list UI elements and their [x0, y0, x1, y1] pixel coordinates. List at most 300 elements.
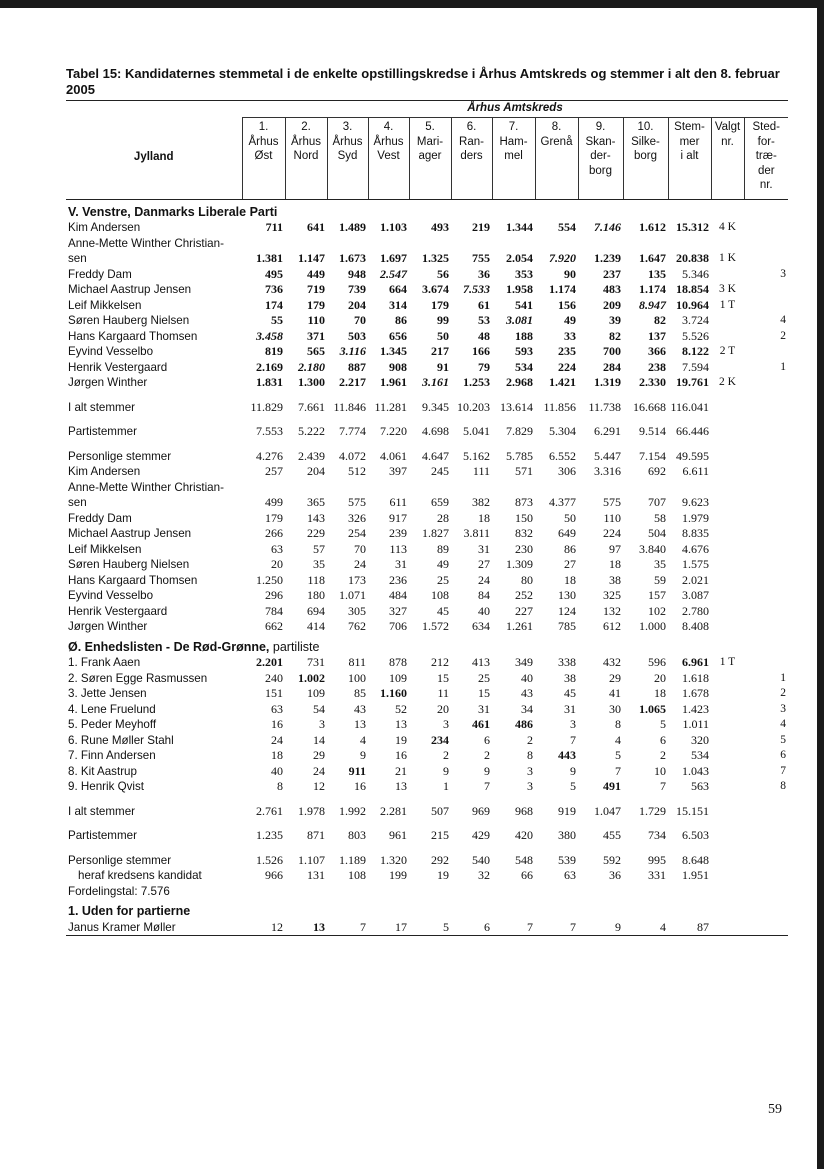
table-cell: 878	[389, 655, 407, 669]
page-number: 59	[768, 1102, 782, 1117]
stedfortraeder-cell	[744, 495, 788, 511]
table-cell: 16	[271, 717, 283, 731]
table-cell: 1.071	[339, 588, 366, 602]
table-cell: 43	[521, 686, 533, 700]
table-cell: 18	[478, 510, 490, 525]
table-cell: 18	[564, 572, 576, 587]
valgt-cell: 3 K	[719, 283, 736, 295]
valgt-cell	[711, 920, 744, 936]
valgt-cell	[711, 588, 744, 604]
table-row	[66, 329, 788, 345]
table-cell: 9	[360, 748, 366, 762]
table-cell: 380	[558, 828, 576, 842]
table-cell: 11.856	[543, 399, 576, 414]
column-header	[668, 118, 711, 200]
stedfortraeder-cell: 4	[780, 718, 786, 730]
table-cell: 919	[558, 803, 576, 818]
table-cell: 9	[484, 763, 490, 778]
row-label: I alt stemmer	[68, 400, 135, 414]
table-cell: 7	[570, 732, 576, 747]
table-cell: 13	[285, 920, 327, 936]
stedfortraeder-cell	[744, 619, 788, 635]
table-cell: 397	[389, 464, 407, 478]
stedfortraeder-cell: 3	[780, 267, 786, 280]
table-cell: 9	[443, 763, 449, 778]
table-cell: 236	[389, 572, 407, 587]
stedfortraeder-cell	[744, 655, 788, 671]
column-header-line: Syd	[337, 150, 358, 162]
table-cell: 5	[660, 717, 666, 731]
stedfortraeder-cell: 2	[780, 687, 786, 699]
table-row	[66, 220, 788, 236]
table-cell: 99	[437, 313, 449, 327]
valgt-cell	[711, 828, 744, 844]
table-cell: 3.458	[256, 328, 283, 343]
table-cell: 6	[451, 920, 492, 936]
table-cell: 87	[668, 920, 711, 936]
table-cell: 40	[478, 603, 490, 618]
section-uden-for-partierne	[66, 899, 788, 920]
column-header-line: Århus	[332, 135, 363, 148]
column-header-line: Grenå	[540, 135, 573, 148]
table-cell: 63	[564, 868, 576, 882]
table-cell: 694	[307, 603, 325, 618]
table-cell: 331	[648, 868, 666, 882]
table-cell: 53	[478, 313, 490, 327]
table-cell: 5.447	[594, 448, 621, 463]
row-label: Jørgen Winther	[68, 376, 148, 389]
table-cell: 50	[437, 328, 449, 343]
table-cell: 102	[648, 603, 666, 618]
table-cell: 327	[389, 603, 407, 618]
valgt-cell	[711, 495, 744, 511]
column-header	[492, 118, 535, 200]
table-cell: 1.065	[639, 701, 666, 716]
table-cell: 5.222	[298, 424, 325, 438]
table-row	[66, 733, 788, 749]
table-cell: 9.514	[639, 424, 666, 438]
table-cell: 2.217	[339, 375, 366, 389]
table-cell: 7.920	[549, 251, 576, 265]
table-cell: 461	[472, 717, 490, 731]
table-cell: 6	[484, 732, 490, 747]
valgt-cell	[711, 400, 744, 416]
spacer-row	[66, 391, 788, 400]
column-header-line: 6.	[466, 121, 477, 133]
table-cell: 3	[527, 779, 533, 793]
row-label: heraf kredsens kandidat	[78, 869, 202, 882]
table-cell: 1.160	[380, 686, 407, 700]
table-cell: 1.979	[682, 510, 709, 525]
table-row	[66, 884, 788, 900]
table-cell: 97	[609, 541, 621, 556]
table-cell: 179	[431, 297, 449, 312]
valgt-cell	[711, 686, 744, 702]
table-cell: 966	[265, 868, 283, 882]
stedfortraeder-cell	[744, 298, 788, 314]
table-cell: 137	[648, 328, 666, 343]
table-cell: 3.081	[506, 313, 533, 327]
spacer-row	[66, 440, 788, 449]
section-row	[66, 199, 788, 220]
table-cell: 338	[558, 655, 576, 669]
table-cell: 1.647	[639, 251, 666, 265]
table-cell: 413	[472, 655, 490, 669]
table-cell: 5	[615, 748, 621, 762]
table-cell: 4	[615, 732, 621, 747]
table-cell: 38	[564, 670, 576, 685]
table-cell: 19	[437, 868, 449, 882]
table-cell: 911	[348, 763, 366, 778]
table-cell: 30	[609, 701, 621, 716]
table-cell: 8.408	[682, 619, 709, 633]
table-cell: 739	[348, 282, 366, 296]
table-cell: 493	[431, 220, 449, 234]
table-cell: 3.724	[682, 313, 709, 327]
table-cell: 16.668	[633, 399, 666, 414]
table-cell: 86	[395, 313, 407, 327]
row-label-continued: Anne-Mette Winther Christian-	[68, 480, 224, 494]
valgt-cell	[711, 717, 744, 733]
spacer	[66, 795, 788, 804]
column-header-line: Stem-	[674, 121, 705, 133]
table-cell: 245	[431, 464, 449, 478]
table-cell: 1.103	[380, 220, 407, 234]
table-cell: 499	[265, 495, 283, 509]
table-row	[66, 702, 788, 718]
table-cell: 968	[515, 803, 533, 818]
table-cell: 38	[609, 572, 621, 587]
table-cell: 2.439	[298, 448, 325, 463]
row-label-continued: Anne-Mette Winther Christian-	[68, 236, 224, 250]
table-cell: 495	[265, 266, 283, 281]
row-label: Leif Mikkelsen	[68, 542, 142, 556]
table-row	[66, 511, 788, 527]
table-cell: 819	[265, 344, 283, 358]
table-cell: 11.846	[333, 399, 366, 414]
row-label: 3. Jette Jensen	[68, 687, 147, 700]
column-header-line: 3.	[342, 121, 353, 133]
table-cell: 89	[437, 541, 449, 556]
table-cell: 7	[327, 920, 368, 936]
valgt-cell: 4 K	[719, 221, 736, 233]
table-cell: 706	[389, 619, 407, 633]
table-cell: 9.623	[682, 495, 709, 509]
table-cell: 11.829	[250, 399, 283, 414]
table-cell: 1.423	[682, 701, 709, 716]
table-cell: 4.061	[380, 448, 407, 463]
valgt-cell	[711, 449, 744, 465]
table-cell: 52	[395, 701, 407, 716]
table-cell: 2.021	[682, 572, 709, 587]
table-row	[66, 853, 788, 869]
section-title-suffix: partiliste	[272, 639, 320, 654]
table-cell: 13	[354, 717, 366, 731]
table-cell: 8	[277, 779, 283, 793]
row-label: sen	[68, 252, 87, 265]
table-cell: 179	[307, 297, 325, 312]
stedfortraeder-cell: 6	[780, 749, 786, 761]
table-cell: 2.201	[256, 655, 283, 669]
table-cell: 34	[521, 701, 533, 716]
column-header-line: i alt	[680, 150, 699, 162]
table-cell: 39	[609, 313, 621, 327]
stedfortraeder-cell	[744, 449, 788, 465]
table-cell: 50	[564, 510, 576, 525]
table-cell: 4.698	[422, 424, 449, 438]
table-cell: 2	[443, 748, 449, 762]
table-cell: 483	[603, 282, 621, 296]
table-row	[66, 298, 788, 314]
table-cell: 292	[431, 852, 449, 867]
table-cell: 593	[515, 344, 533, 358]
table-cell: 234	[431, 732, 449, 747]
table-cell: 3	[570, 717, 576, 731]
column-header	[535, 118, 578, 200]
table-cell: 649	[558, 526, 576, 540]
spacer-row	[66, 819, 788, 828]
table-cell: 100	[348, 670, 366, 685]
table-cell: 7.154	[639, 448, 666, 463]
table-cell: 41	[609, 686, 621, 700]
table-cell: 31	[478, 541, 490, 556]
valgt-cell	[711, 748, 744, 764]
row-label: 8. Kit Aastrup	[68, 764, 137, 778]
table-cell: 641	[307, 220, 325, 234]
table-cell: 432	[603, 655, 621, 669]
section-title: Ø. Enhedslisten - De Rød-Grønne,	[68, 639, 270, 654]
header-blank	[66, 101, 242, 118]
table-cell: 110	[603, 510, 621, 525]
valgt-cell	[711, 573, 744, 589]
table-cell: 131	[307, 868, 325, 882]
table-cell: 1.951	[682, 868, 709, 882]
column-header-line: Skan-	[585, 135, 616, 148]
table-row	[66, 804, 788, 820]
column-header-line: ager	[418, 150, 442, 162]
table-cell: 66	[521, 868, 533, 882]
table-cell: 4.676	[682, 541, 709, 556]
stedfortraeder-cell	[744, 804, 788, 820]
table-cell: 179	[265, 510, 283, 525]
table-cell: 755	[472, 251, 490, 265]
table-cell: 31	[478, 701, 490, 716]
table-cell: 371	[307, 328, 325, 343]
table-header	[66, 101, 788, 200]
table-cell: 15	[478, 686, 490, 700]
spacer	[66, 440, 788, 449]
table-cell: 507	[431, 803, 449, 818]
table-cell: 571	[515, 464, 533, 478]
table-cell: 611	[389, 495, 407, 509]
header-row-group	[66, 101, 788, 118]
table-cell: 592	[603, 852, 621, 867]
table-cell: 692	[648, 464, 666, 478]
table-cell: 1.325	[422, 251, 449, 265]
table-cell: 150	[515, 510, 533, 525]
stedfortraeder-cell: 5	[780, 733, 786, 746]
table-cell: 1.000	[639, 619, 666, 633]
table-row	[66, 619, 788, 635]
table-cell: 541	[515, 297, 533, 312]
column-header-line: nr.	[721, 135, 734, 148]
valgt-cell	[711, 619, 744, 635]
table-cell: 305	[348, 603, 366, 618]
table-row	[66, 717, 788, 733]
stedfortraeder-cell	[744, 853, 788, 869]
table-row	[66, 542, 788, 558]
stedfortraeder-cell	[744, 588, 788, 604]
table-cell: 113	[389, 541, 407, 556]
table-cell: 90	[564, 266, 576, 281]
table-cell: 224	[558, 359, 576, 374]
header-row-columns	[66, 118, 788, 200]
table-cell: 5.041	[463, 424, 490, 438]
table-cell: 49	[564, 313, 576, 327]
table-cell: 486	[515, 717, 533, 731]
table-cell: 82	[654, 313, 666, 327]
column-header-line: borg	[588, 164, 613, 177]
table-cell: 736	[265, 282, 283, 296]
stedfortraeder-cell: 8	[780, 780, 786, 792]
table-cell: 1.147	[298, 251, 325, 265]
table-cell: 1.827	[422, 526, 449, 540]
table-cell: 18.854	[676, 282, 709, 296]
table-cell: 217	[431, 344, 449, 358]
table-cell: 110	[307, 313, 325, 327]
table-cell: 135	[648, 266, 666, 281]
table-body	[66, 199, 788, 936]
table-cell: 55	[271, 313, 283, 327]
table-cell: 1.729	[639, 803, 666, 818]
row-label: Eyvind Vesselbo	[68, 589, 154, 602]
table-cell: 12	[313, 779, 325, 793]
table-cell: 11.281	[374, 399, 407, 414]
table-cell: 554	[558, 220, 576, 234]
table-cell: 240	[265, 670, 283, 685]
table-cell: 1.047	[594, 803, 621, 818]
column-header-line: Mari-	[416, 135, 444, 148]
table-cell: 224	[603, 526, 621, 540]
table-cell: 1.107	[298, 852, 325, 867]
spacer-row	[66, 844, 788, 853]
stedfortraeder-cell	[744, 604, 788, 620]
row-label: Søren Hauberg Nielsen	[68, 314, 190, 327]
table-cell: 429	[472, 828, 490, 842]
table-row	[66, 557, 788, 573]
column-header	[285, 118, 327, 200]
table-row	[66, 267, 788, 283]
table-cell: 20.838	[676, 251, 709, 265]
table-cell: 209	[603, 297, 621, 312]
section-title: 1. Uden for partierne	[68, 904, 191, 918]
table-cell: 151	[265, 686, 283, 700]
table-cell: 8	[615, 717, 621, 731]
table-cell: 84	[478, 588, 490, 602]
fordelingstal: Fordelingstal: 7.576	[68, 884, 170, 898]
table-cell: 484	[389, 588, 407, 602]
table-cell: 3.161	[422, 375, 449, 389]
table-cell: 20	[437, 701, 449, 716]
table-cell: 1.978	[298, 803, 325, 818]
column-header-line: Øst	[254, 150, 273, 162]
table-cell: 25	[478, 670, 490, 685]
table-cell: 596	[648, 655, 666, 669]
table-cell: 54	[313, 701, 325, 716]
section-venstre	[66, 199, 788, 220]
column-header-line: mel	[504, 150, 523, 162]
table-row	[66, 588, 788, 604]
table-cell: 1.345	[380, 344, 407, 358]
stedfortraeder-cell	[744, 526, 788, 542]
table-cell: 215	[431, 828, 449, 842]
row-label: I alt stemmer	[68, 804, 135, 818]
table-cell: 659	[431, 495, 449, 509]
table-cell: 124	[558, 603, 576, 618]
table-cell: 6.611	[682, 464, 709, 478]
valgt-cell: 1 T	[719, 298, 736, 311]
table-cell: 108	[431, 588, 449, 602]
stedfortraeder-cell	[744, 400, 788, 416]
table-cell: 365	[307, 495, 325, 509]
column-header	[368, 118, 409, 200]
stedfortraeder-cell: 2	[780, 329, 786, 342]
table-cell: 512	[348, 464, 366, 478]
table-row	[66, 236, 788, 252]
table-cell: 1.174	[639, 282, 666, 296]
table-cell: 612	[603, 619, 621, 633]
table-cell: 16	[354, 779, 366, 793]
column-header-line: 4.	[383, 121, 394, 133]
table-cell: 7	[492, 920, 535, 936]
table-cell: 6.961	[682, 655, 709, 669]
table-row	[66, 375, 788, 391]
table-cell: 711	[265, 220, 283, 234]
table-cell: 1.319	[594, 375, 621, 389]
row-label: Partistemmer	[68, 829, 137, 842]
table-cell: 227	[515, 603, 533, 618]
table-cell: 59	[654, 572, 666, 587]
table-cell: 534	[515, 359, 533, 374]
table-cell: 917	[389, 510, 407, 525]
table-cell: 156	[558, 297, 576, 312]
table-cell: 56	[437, 266, 449, 281]
stedfortraeder-cell	[744, 542, 788, 558]
table-cell: 785	[558, 619, 576, 633]
table-cell: 257	[265, 464, 283, 478]
table-cell: 58	[654, 510, 666, 525]
table-cell: 70	[354, 541, 366, 556]
document-page	[66, 66, 788, 936]
table-cell: 1.300	[298, 375, 325, 389]
table-cell: 6.291	[594, 424, 621, 438]
spacer	[66, 844, 788, 853]
table-cell: 31	[395, 557, 407, 571]
table-cell: 887	[348, 359, 366, 374]
row-label: 7. Finn Andersen	[68, 749, 156, 762]
table-cell: 63	[271, 701, 283, 716]
table-cell: 784	[265, 603, 283, 618]
table-cell: 111	[472, 464, 490, 478]
table-cell: 326	[348, 510, 366, 525]
table-cell: 1.344	[506, 220, 533, 234]
table-cell: 5	[570, 779, 576, 793]
valgt-cell	[711, 360, 744, 376]
valgt-cell	[711, 853, 744, 869]
table-cell: 314	[389, 297, 407, 312]
table-cell: 540	[472, 852, 490, 867]
table-cell: 25	[437, 572, 449, 587]
